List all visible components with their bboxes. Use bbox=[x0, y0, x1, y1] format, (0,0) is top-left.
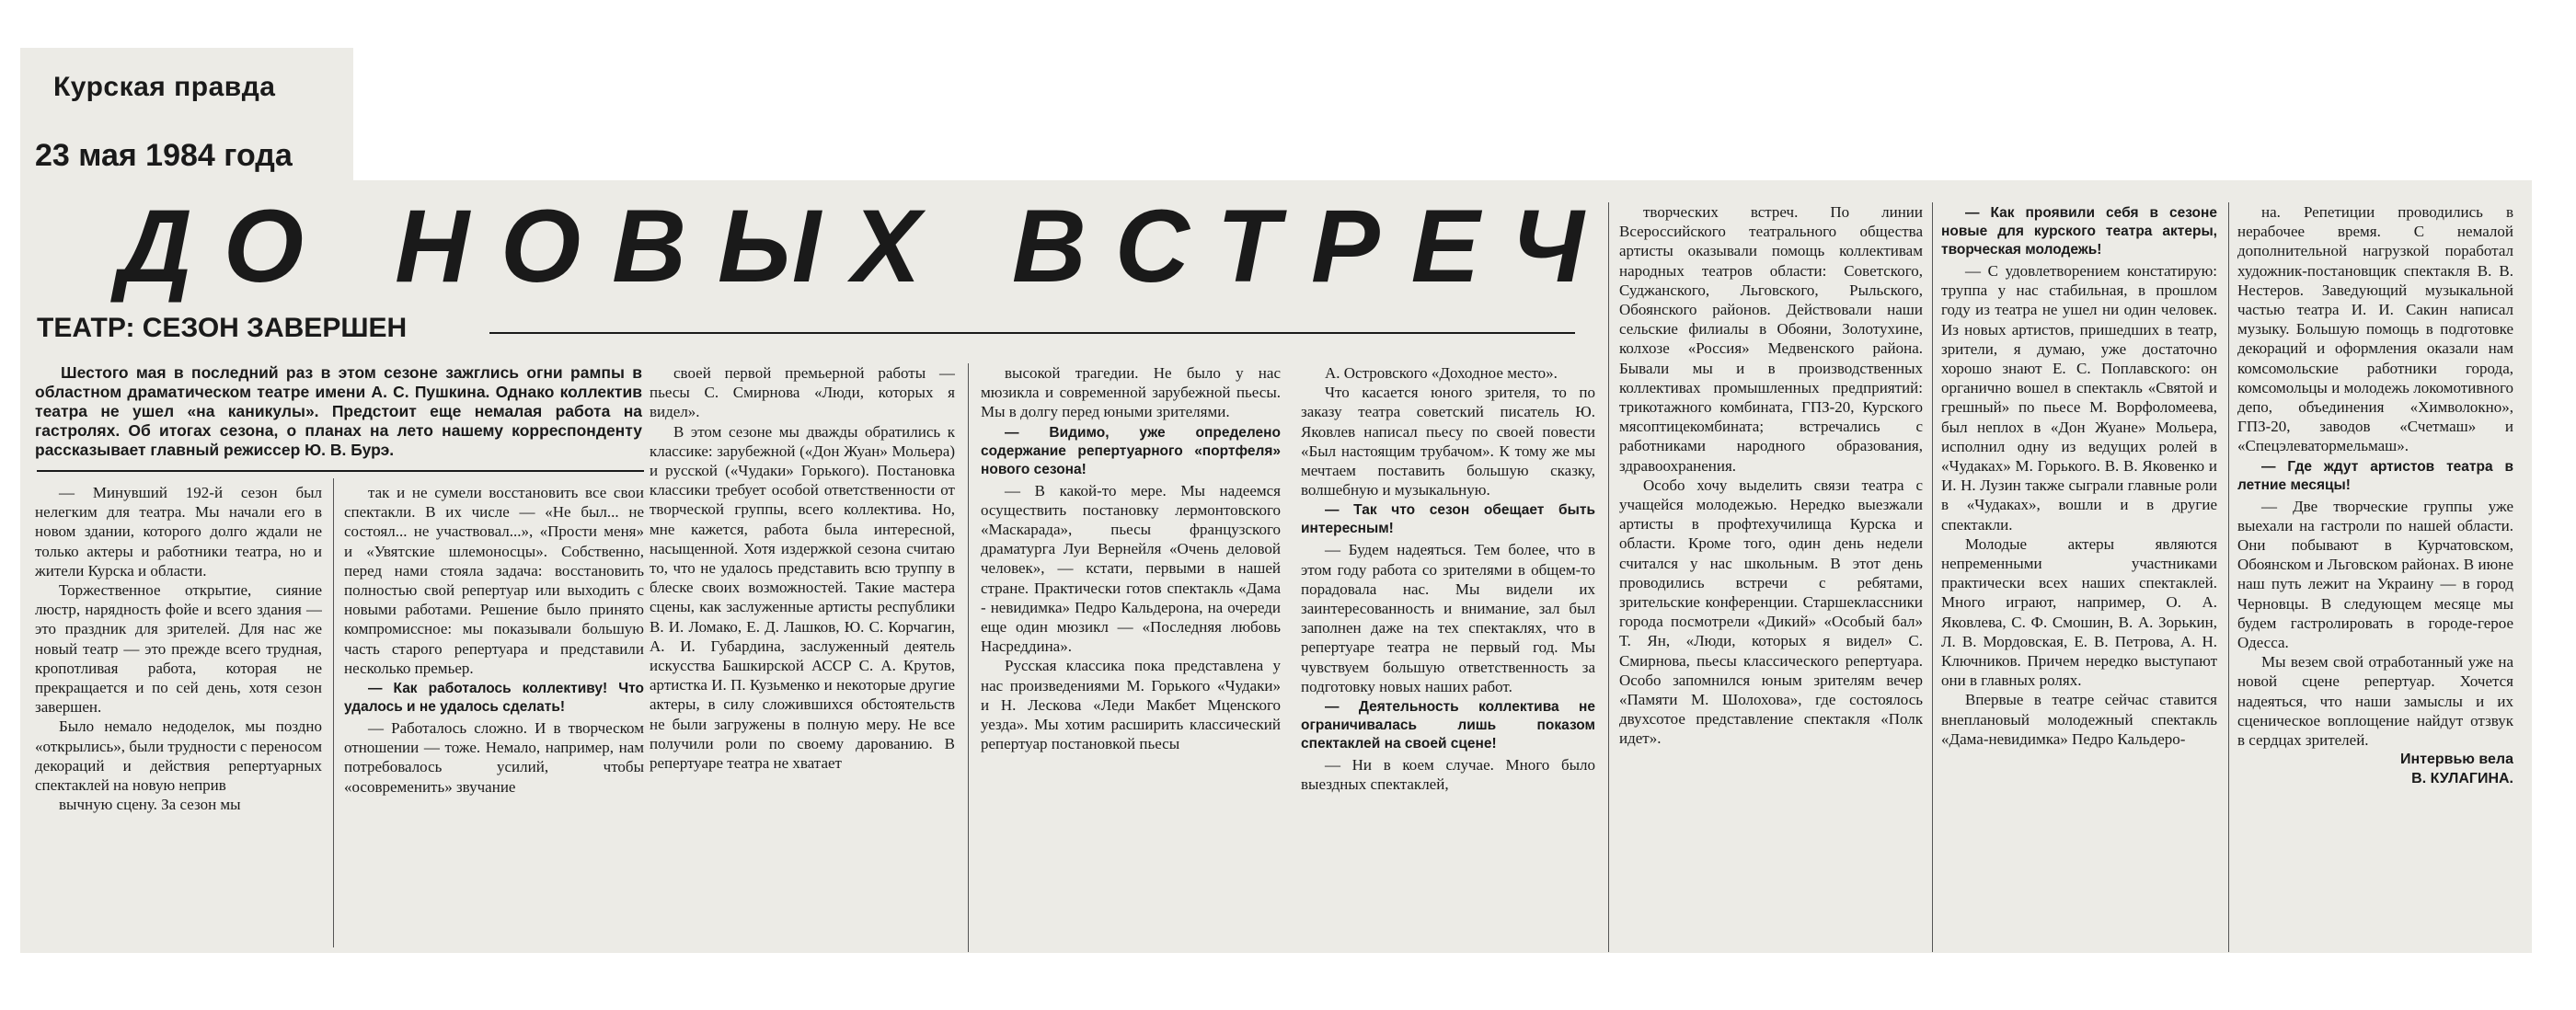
paragraph: В этом сезоне мы дважды обратились к классике: зарубежной («Дон Жуан» Мольера) и русской («Чудаки» Горького). Постановка классики требует особой ответственности от творческой группы, всего коллектива. Но, мне кажется, работа была интересной, насыщенной. Хотя издержкой сезона считаю то, что не удалось представить всю труппу в блеске своих возможностей. Такие мастера сцены, как заслуженные артисты республики В. И. Ломако, Е. Д. Лашков, Ю. С. Корчагин, А. И. Губардина, заслуженный деятель искусства Башкирской АССР С. А. Крутов, артистка И. П. Кузьменко и некоторые другие актеры, в силу сложившихся обстоятельств не были загружены в полную меру. Не все получили роли по своему дарованию. В репертуаре театра не хватает bbox=[650, 422, 955, 773]
paragraph: Русская классика пока представлена у нас произведениями М. Горького «Чудаки» и Н. Лескова «Леди Макбет Мценского уезда». Мы хотим расширить классический репертуар постановкой пьесы bbox=[981, 657, 1281, 753]
paragraph: А. Островского «Доходное место». bbox=[1325, 364, 1558, 382]
paragraph: высокой трагедии. Не было у нас мюзикла и современной зарубежной пьесы. Мы в долгу перед юными зрителями. bbox=[981, 364, 1281, 421]
paragraph: вычную сцену. За сезон мы bbox=[59, 796, 241, 814]
newspaper-date: 23 мая 1984 года bbox=[35, 138, 293, 173]
paragraph: на. Репетиции проводились в нерабочее время. С немалой дополнительной нагрузкой поработал художник-постановщик спектакля В. В. Нестеров. Заведующий музыкальной частью театра И. И. Сакин написал музыку. Большую помощь в подготовке декораций и оформления оказали нам комсомольские работники города, комсомольцы и молодежь локомотивного депо, объединения «Химволокно», ГПЗ-20, заводов «Счетмаш» и «Спецэлеватормельмаш». bbox=[2237, 203, 2513, 455]
paragraph: Мы везем свой отработанный уже на новой сцене репертуар. Хочется надеяться, что наши замыслы и их сценическое воплощение найдут отзвук в сердцах зрителей. bbox=[2237, 653, 2513, 750]
article-column-7 bbox=[1941, 202, 2217, 952]
interview-question: — Где ждут артистов театра в летние месяцы! bbox=[2237, 458, 2513, 493]
paragraph: Молодые актеры являются непременными участниками практически всех наших спектаклей. Много играют, например, О. А. Яковлева, С. Ф. Смошин, В. А. Зорькин, Л. В. Мордовская, Е. В. Петрова, А. Н. Ключников. Причем нередко выступают они в главных ролях. bbox=[1941, 534, 2217, 690]
article-column-5 bbox=[1301, 363, 1595, 952]
article-column-3 bbox=[650, 363, 955, 952]
interview-question: — Так что сезон обещает быть интересным! bbox=[1301, 502, 1595, 537]
paragraph: — Две творческие группы уже выехали на гастроли по нашей области. Они побывают в Курчатовском, Обоянском и Льговском районах. В июне наш путь лежит на Украину — в город Черновцы. В следующем месяце мы будем гастролировать в городе-герое Одесса. bbox=[2237, 497, 2513, 652]
article-column-8 bbox=[2237, 202, 2513, 952]
paragraph: Что касается юного зрителя, то по заказу театра советский писатель Ю. Яковлев написал пьесу по своей повести «Был настоящим трубачом». К тому же мы мечтаем поставить большую сказку, волшебную и музыкальную. bbox=[1301, 384, 1595, 499]
article-headline: ДО НОВЫХ ВСТРЕЧ bbox=[118, 189, 1616, 304]
paragraph: творческих встреч. По линии Всероссийского театрального общества артисты оказывали помощь коллективам народных театров области: Советского, Суджанского, Льговского, Рыльского, Обоянского районов. Действовали наши сельские филиалы в Обояни, Золотухине, колхозе «Россия» Медвенского района. Бывали мы и в производственных коллективах промышленных предприятий: трикотажного комбината, ГПЗ-20, Курского мясоптицекомбината; встречались с работниками народного образования, здравоохранения. bbox=[1619, 203, 1923, 475]
paragraph: Торжественное открытие, сияние люстр, нарядность фойе и всего здания — это праздник для зрителей. Для нас же новый театр — это прежде всего трудная, кропотливая работа, которая не прекращается и по сей день, хотя сезон завершен. bbox=[35, 581, 322, 717]
newspaper-name: Курская правда bbox=[53, 72, 276, 102]
paragraph: своей первой премьерной работы — пьесы С. Смирнова «Люди, которых я видел». bbox=[650, 364, 955, 421]
article-column-1 bbox=[35, 483, 322, 952]
column-divider bbox=[1608, 202, 1609, 952]
column-divider bbox=[2228, 202, 2229, 952]
column-divider bbox=[333, 478, 334, 947]
paragraph: — Работалось сложно. И в творческом отношении — тоже. Немало, например, нам потребовалось усилий, чтобы «осовременить» звучание bbox=[344, 719, 644, 796]
rubric-rule bbox=[489, 332, 1575, 334]
paragraph: — В какой-то мере. Мы надеемся осуществить постановку лермонтовского «Маскарада», пьесы французского драматурга Луи Вернейля «Очень деловой человек», — кстати, первыми в нашей стране. Практически готов спектакль «Дама - невидимка» Педро Кальдерона, на очереди еще один мюзикл — «Последняя любовь Насреддина». bbox=[981, 481, 1281, 656]
paragraph: — Ни в коем случае. Много было выездных спектаклей, bbox=[1301, 756, 1595, 794]
paragraph: Особо хочу выделить связи театра с учащейся молодежью. Нередко выезжали артисты в профтехучилища Курска и области. Кроме того, один день недели считался у нас школьным. В этот день проводились встречи с ребятами, зрительские конференции. Старшеклассники города посмотрели «Дикий» «Особый бал» Т. Ян, «Люди, которых я видел» С. Смирнова, пьесы классического репертуара. Особо запомнился юным зрителям вечер «Памяти М. Шолохова», где состоялось двухсотое представление спектакля «Полк идет». bbox=[1619, 476, 1923, 748]
paragraph: Впервые в театре сейчас ставится внеплановый молодежный спектакль «Дама-невидимка» Педро Кальдеро- bbox=[1941, 691, 2217, 748]
paragraph: так и не сумели восстановить все свои спектакли. В их числе — «Не был... не состоял... не участвовал...», «Прости меня» и «Увятские шлемоносцы». Собственно, перед нами стояла задача: восстановить полностью свой репертуар или выходить с новыми работами. Решение было принято компромиссное: мы показывали большую часть старого репертуара и представили несколько премьер. bbox=[344, 484, 644, 677]
interview-question: — Деятельность коллектива не ограничивалась лишь показом спектаклей на своей сцене! bbox=[1301, 699, 1595, 752]
column-divider bbox=[1932, 202, 1933, 952]
interview-question: — Как проявили себя в сезоне новые для курского театра актеры, творческая молодежь! bbox=[1941, 205, 2217, 258]
paragraph: — Минувший 192-й сезон был нелегким для театра. Мы начали его в новом здании, которого долго ждали не только актеры и работники театра, но и жители Курска и области. bbox=[35, 484, 322, 580]
interview-question: — Видимо, уже определено содержание репертуарного «портфеля» нового сезона! bbox=[981, 424, 1281, 477]
paragraph: — Будем надеяться. Тем более, что в этом году работа со зрителями в общем-то порадовала нас. Мы видели их заинтересованность и внимание, зал был заполнен даже на тех спектаклях, что в репертуаре театра не первый год. Мы чувствуем большую ответственность за подготовку новых наших работ. bbox=[1301, 541, 1595, 695]
article-column-6 bbox=[1619, 202, 1923, 952]
paragraph: — С удовлетворением констатирую: труппа у нас стабильная, в прошлом году из театра не ушел ни один человек. Из новых артистов, пришедших в театр, зрители, я думаю, уже достаточно хорошо знают Е. С. Поплавского: он органично вошел в спектакль «Святой и грешный» по пьесе М. Ворфоломеева, был неплох в «Дон Жуане» Мольера, исполнил одну из ведущих ролей в «Чудаках» М. Горького. В. В. Яковенко и И. Н. Лузин также сыграли главные роли в «Чудаках», вошли и в другие спектакли. bbox=[1941, 262, 2217, 534]
article-rubric: ТЕАТР: СЕЗОН ЗАВЕРШЕН bbox=[37, 313, 408, 343]
lead-rule bbox=[37, 470, 644, 472]
paragraph: Было немало недоделок, мы поздно «открылись», были трудности с переносом декораций и действия репертуарных спектаклей на новую неприв bbox=[35, 717, 322, 795]
article-column-2 bbox=[344, 483, 644, 952]
byline: Интервью вела bbox=[2399, 752, 2513, 768]
interview-question: — Как работалось коллективу! Что удалось и не удалось сделать! bbox=[344, 681, 644, 716]
column-divider bbox=[968, 363, 969, 952]
article-column-4 bbox=[981, 363, 1281, 952]
byline: В. КУЛАГИНА. bbox=[2411, 771, 2513, 787]
article-lead: Шестого мая в последний раз в этом сезоне зажглись огни рампы в областном драматическом театре имени А. С. Пушкина. Однако коллектив театра не ушел «на каникулы». Предстоит еще немалая работа на гастролях. Об итогах сезона, о планах на лето нашему корреспонденту рассказывает главный режиссер Ю. В. Бурэ. bbox=[35, 363, 642, 459]
